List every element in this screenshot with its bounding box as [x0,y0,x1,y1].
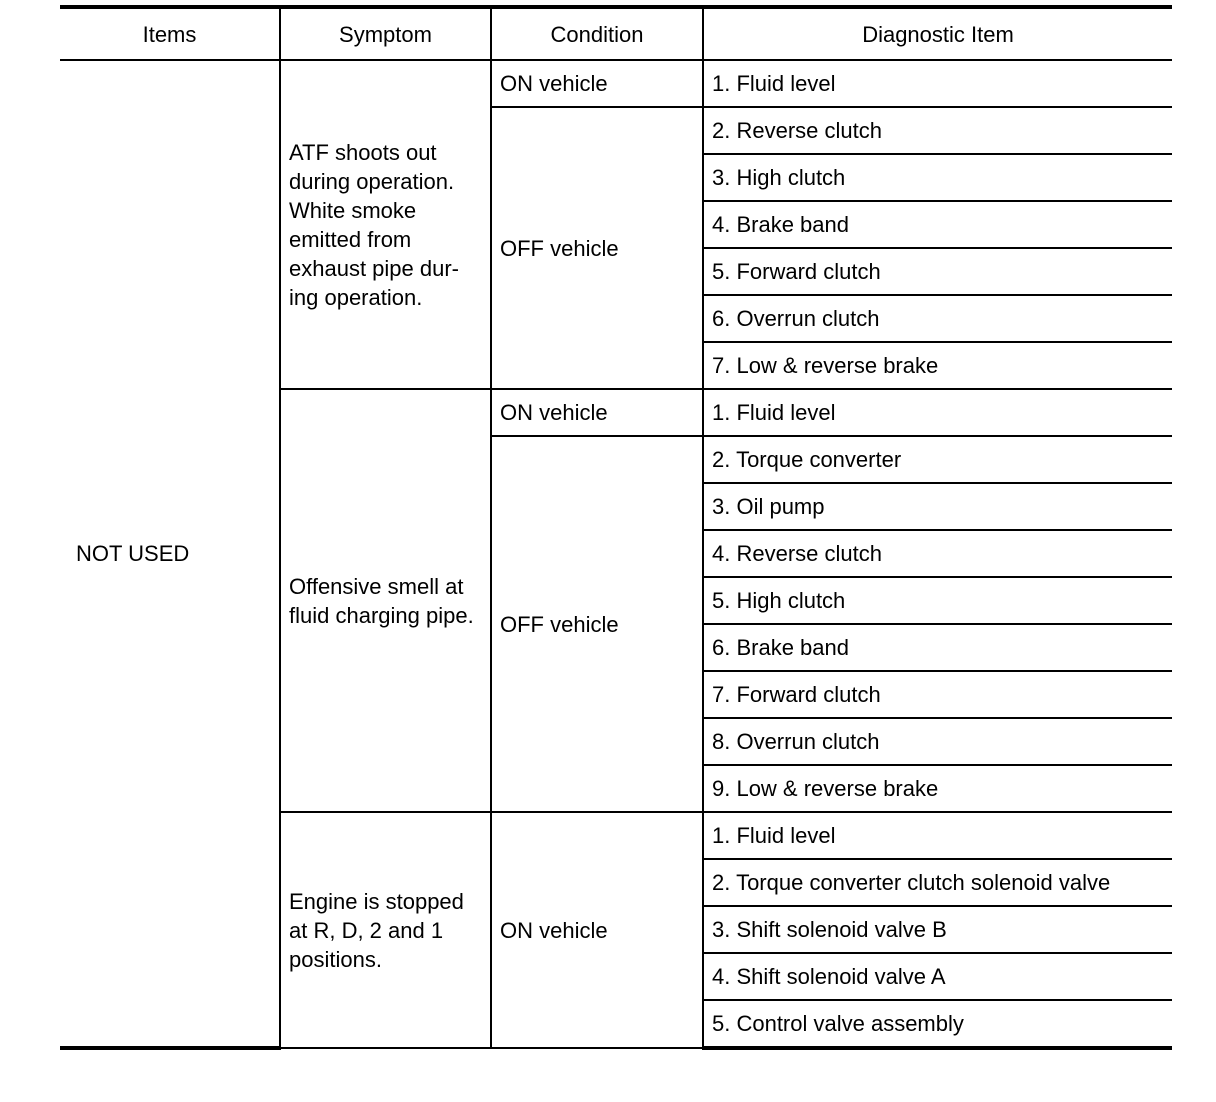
header-symptom: Symptom [280,7,491,60]
symptom-cell: Engine is stopped at R, D, 2 and 1 positions. [280,812,491,1048]
diagnostic-item-cell: 3. Shift solenoid valve B [703,906,1172,953]
condition-cell: ON vehicle [491,60,703,107]
header-items: Items [60,7,280,60]
condition-cell: ON vehicle [491,812,703,1048]
diagnostic-item-cell: 2. Torque converter [703,436,1172,483]
diagnostic-item-cell: 1. Fluid level [703,812,1172,859]
diagnostic-item-cell: 5. High clutch [703,577,1172,624]
items-cell: NOT USED [60,60,280,1048]
diagnostic-item-cell: 8. Overrun clutch [703,718,1172,765]
diagnostic-item-cell: 2. Reverse clutch [703,107,1172,154]
diagnostic-item-cell: 5. Control valve assembly [703,1000,1172,1048]
diagnostic-item-cell: 6. Overrun clutch [703,295,1172,342]
table-row [60,60,1172,107]
condition-cell: ON vehicle [491,389,703,436]
diagnostic-item-cell: 3. High clutch [703,154,1172,201]
header-diagnostic-item: Diagnostic Item [703,7,1172,60]
diagnostic-item-cell: 7. Forward clutch [703,671,1172,718]
diagnostic-item-cell: 6. Brake band [703,624,1172,671]
diagnostic-item-cell: 9. Low & reverse brake [703,765,1172,812]
symptom-cell: Offensive smell at fluid charging pipe. [280,389,491,812]
header-condition: Condition [491,7,703,60]
diagnostic-item-cell: 4. Brake band [703,201,1172,248]
diagnostic-item-cell: 3. Oil pump [703,483,1172,530]
diagnostic-table [60,5,1172,1050]
condition-cell: OFF vehicle [491,436,703,812]
diagnostic-item-cell: 4. Reverse clutch [703,530,1172,577]
diagnostic-item-cell: 2. Torque converter clutch solenoid valve [703,859,1172,906]
diagnostic-item-cell: 7. Low & reverse brake [703,342,1172,389]
diagnostic-item-cell: 5. Forward clutch [703,248,1172,295]
header-row [60,7,1172,60]
diagnostic-item-cell: 4. Shift solenoid valve A [703,953,1172,1000]
table-header [60,7,1172,60]
diagnostic-item-cell: 1. Fluid level [703,60,1172,107]
diagnostic-item-cell: 1. Fluid level [703,389,1172,436]
table-body [60,60,1172,1048]
condition-cell: OFF vehicle [491,107,703,389]
symptom-cell: ATF shoots out during operation. White smoke emitted from exhaust pipe dur-ing operation. [280,60,491,389]
